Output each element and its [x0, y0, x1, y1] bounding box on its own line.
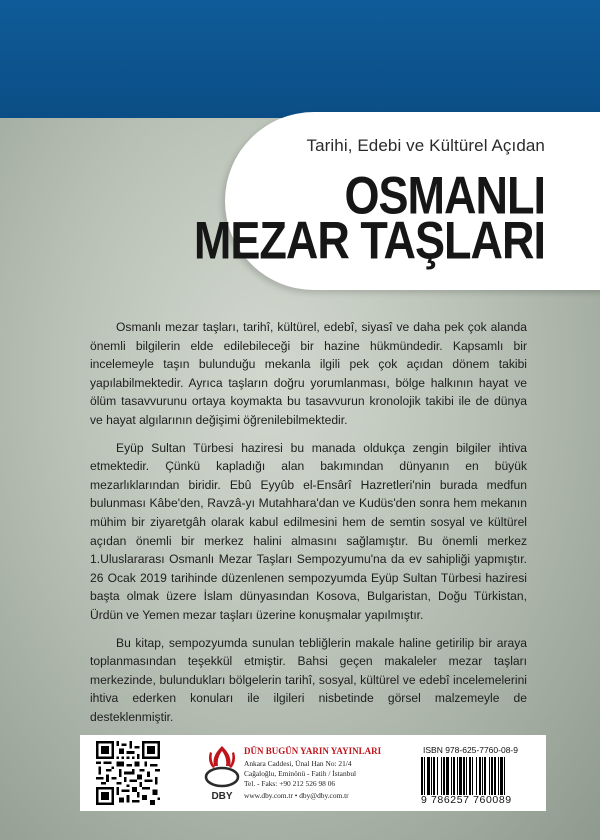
barcode-digits: 9 786257 760089	[421, 794, 512, 806]
paragraph-3: Bu kitap, sempozyumda sunulan tebliğlerin makale haline getirilip bir araya toplanmasından teşekkül etmiştir. Bahsi geçen makaleler mezar taşları merkezinde, bulundukları bölgelerin tarihî, sosyal, kültürel ve edebî incelemelerini ihtiva ederken konuları ile ilgileri nisbetinde görsel malzemeyle de desteklenmiştir.	[90, 635, 527, 724]
book-title-line-2: MEZAR TAŞLARI	[193, 210, 545, 271]
dby-logo-icon	[204, 744, 240, 802]
book-title-line-1: OSMANLI	[344, 165, 545, 226]
paragraph-2: Eyüp Sultan Türbesi haziresi bu manada oldukça zengin bilgiler ihtiva etmektedir. Çünkü kapladığı alan bakımından dünyanın en büyük mezarlıklarından biridir. Ebû Eyyûb el-Ensârî Hazretleri'nin burada medfun bulunması Kâbe'den, Ravzâ-yı Mutahhara'dan ve Kudüs'den sonra hem mekanın mühim bir ziyaretgâh olarak kabul edilmesini hem de semtin sosyal ve kültürel açıdan önemli bir merkez halini almasını sağlamıştır. Bu önemli merkez 1.Uluslararası Osmanlı Mezar Taşları Sempozyumu'na da ev sahipliği yapmıştır. 26 Ocak 2019 tarihinde düzenlenen sempozyumda Eyüp Sultan Türbesi haziresi başta olmak üzere İslam dünyasından Kosova, Bulgaristan, Doğu Türkistan, Ürdün ve Yemen mezar taşları üzerine konuşmalar yapılmıştır.	[90, 440, 527, 622]
publisher-web: www.dby.com.tr • dby@dby.com.tr	[244, 791, 349, 800]
paragraph-1: Osmanlı mezar taşları, tarihî, kültürel, edebî, siyasî ve daha pek çok alanda önemli bilgilerin elde edilebileceği bir hazine hükmündedir. Kapsamlı bir incelemeyle taşın bulunduğu mekanla ilgili pek çok açıdan dönem takibi yapılabilmektedir. Ayrıca taşların doğru yorumlanması, bölge halkının hayat ve ölüm tasavvurunu ortaya koymakta bu tasavvurun kronolojik takibi ile de dünya ve hayat algılarının değişimi öğrenilebilmektedir.	[90, 320, 527, 427]
publisher-address-2: Cağaloğlu, Eminönü - Fatih / İstanbul	[244, 769, 357, 778]
publisher-name: DÜN BUGÜN YARIN YAYINLARI	[244, 746, 382, 756]
book-subtitle: Tarihi, Edebi ve Kültürel Açıdan	[306, 136, 545, 155]
back-cover-text	[90, 318, 527, 735]
top-color-band	[0, 0, 600, 118]
qr-code-icon	[96, 741, 160, 805]
publisher-phone: Tel. - Faks: +90 212 526 98 06	[244, 779, 336, 788]
isbn-label: ISBN 978-625-7760-08-9	[423, 745, 518, 755]
logo-text: DBY	[211, 791, 233, 802]
publisher-address-1: Ankara Caddesi, Ünal Han No: 21/4	[244, 759, 352, 768]
barcode-icon	[420, 757, 530, 795]
